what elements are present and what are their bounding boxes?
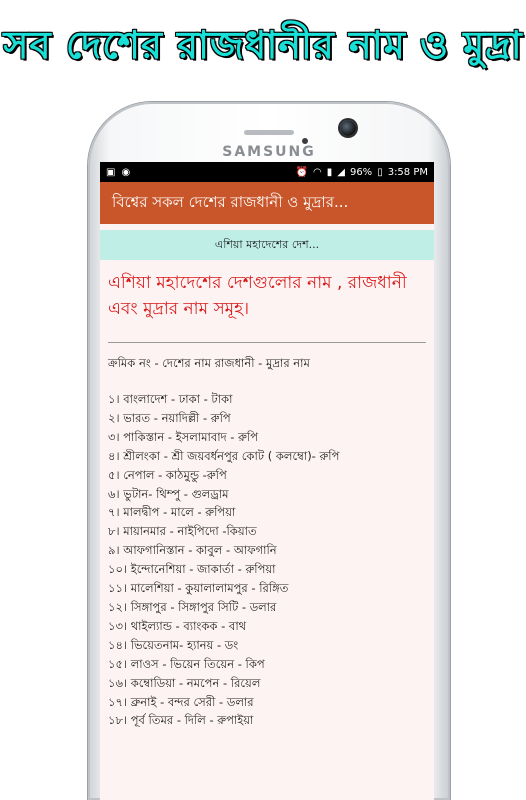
list-item: ১৭। ব্রুনাই - বন্দর সেরী - ডলার bbox=[108, 694, 254, 709]
list-item: ১৫। লাওস - ভিয়েন তিয়েন - কিপ bbox=[108, 656, 265, 671]
section-tab[interactable] bbox=[100, 230, 434, 260]
list-item: ১৮। পূর্ব তিমর - দিলি - রুপাইয়া bbox=[108, 713, 254, 728]
list-item: ৬। ভুটান- থিম্পু - গুলড্রাম bbox=[108, 486, 229, 501]
promo-banner-title: সব দেশের রাজধানীর নাম ও মুদ্রা bbox=[3, 23, 523, 67]
front-camera-icon bbox=[340, 120, 356, 136]
battery-percent: 96% bbox=[349, 166, 373, 178]
list-item: ১। বাংলাদেশ - ঢাকা - টাকা bbox=[108, 392, 233, 406]
list-item: ১২। সিঙ্গাপুর - সিঙ্গাপুর সিটি - ডলার bbox=[108, 599, 277, 614]
battery-icon: ▯ bbox=[377, 166, 383, 178]
list-item: ১৪। ভিয়েতনাম- হ্যানয় - ডং bbox=[108, 637, 239, 652]
list-item: ১৬। কম্বোডিয়া - নমপেন - রিয়েল bbox=[108, 675, 261, 690]
alarm-icon: ⏰ bbox=[295, 166, 308, 178]
wifi-icon: ◠ bbox=[313, 166, 322, 178]
list-item: ১১। মালেশিয়া - কুয়ালালামপুর - রিঙ্গিত bbox=[108, 581, 289, 596]
image-icon: ▣ bbox=[106, 166, 116, 178]
country-list bbox=[108, 390, 426, 730]
content-area[interactable] bbox=[100, 260, 434, 730]
section-heading: এশিয়া মহাদেশের দেশগুলোর নাম , রাজধানী এবং মুদ্রার নাম সমূহ। bbox=[108, 273, 407, 319]
status-time: 3:58 PM bbox=[387, 166, 428, 178]
speaker-grill bbox=[244, 130, 294, 135]
list-item: ১৩। থাইল্যান্ড - ব্যাংকক - বাথ bbox=[108, 618, 247, 633]
messenger-icon: ◉ bbox=[121, 166, 131, 178]
app-title-bar bbox=[100, 182, 434, 224]
list-item: ৯। আফগানিস্তান - কাবুল - আফগানি bbox=[108, 543, 277, 558]
device-brand: SAMSUNG bbox=[222, 144, 316, 160]
list-item: ৮। মায়ানমার - নাইপিদো -কিয়াত bbox=[108, 524, 257, 539]
list-item: ২। ভারত - নয়াদিল্লী - রুপি bbox=[108, 410, 231, 425]
column-header: ক্রমিক নং - দেশের নাম রাজধানী - মুদ্রার নাম bbox=[108, 356, 310, 370]
list-item: ১০। ইন্দোনেশিয়া - জাকার্তা - রুপিয়া bbox=[108, 562, 276, 577]
signal-icon: ◢ bbox=[337, 166, 345, 178]
notification-icon: ▮ bbox=[326, 166, 333, 178]
app-title: বিশ্বের সকল দেশের রাজধানী ও মুদ্রার... bbox=[112, 192, 349, 211]
list-item: ৪। শ্রীলংকা - শ্রী জয়বর্ধনপুর কোট ( কলম্বো)- রুপি bbox=[108, 448, 340, 463]
list-item: ৭। মালদ্বীপ - মালে - রুপিয়া bbox=[108, 505, 236, 520]
section-tab-label: এশিয়া মহাদেশের দেশ... bbox=[214, 237, 320, 251]
divider bbox=[108, 342, 426, 343]
list-item: ৫। নেপাল - কাঠমুন্ডু -রুপি bbox=[108, 467, 227, 482]
status-bar bbox=[100, 162, 434, 182]
list-item: ৩। পাকিস্তান - ইসলামাবাদ - রুপি bbox=[108, 429, 259, 444]
app-screen bbox=[100, 162, 434, 800]
